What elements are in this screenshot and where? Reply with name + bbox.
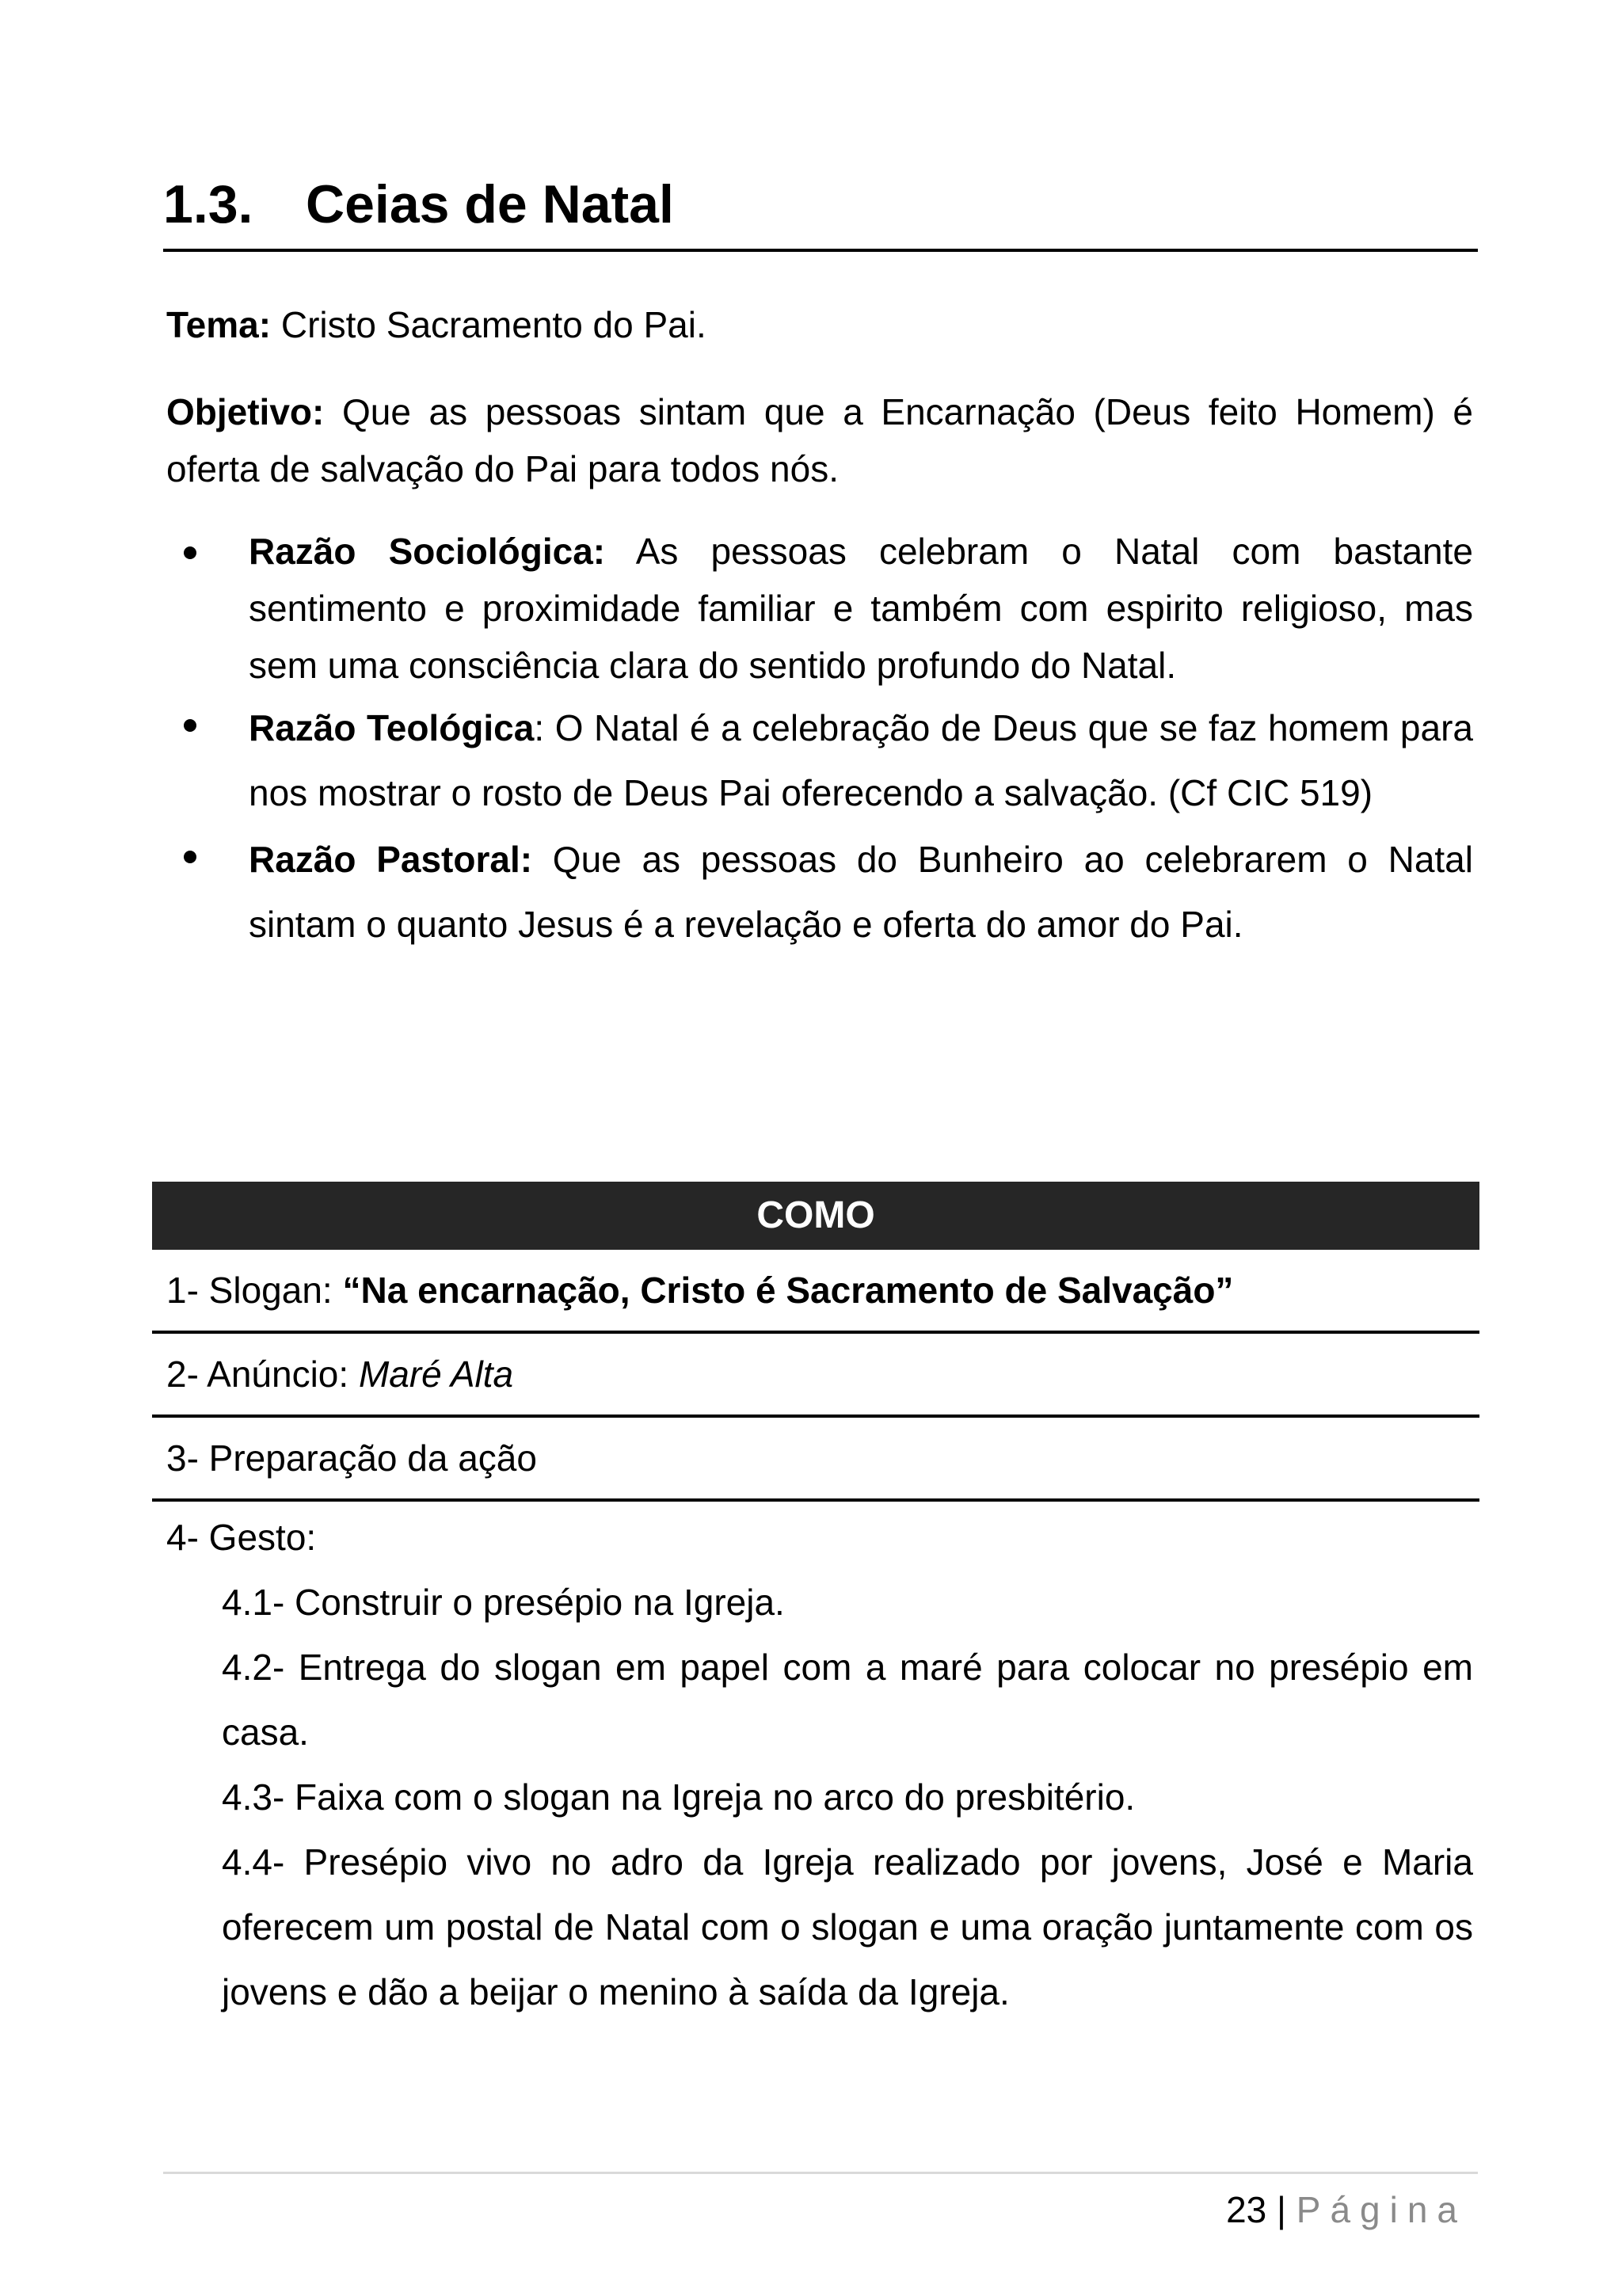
- razao-text: Que as pessoas do Bunheiro ao celebrarem o Natal sintam o quanto Jesus é a revelação e oferta do amor do Pai.: [249, 839, 1473, 945]
- footer-divider: [163, 2172, 1478, 2174]
- anuncio-text: Maré Alta: [358, 1354, 514, 1395]
- slogan-text: “Na encarnação, Cristo é Sacramento de Salvação”: [342, 1270, 1234, 1311]
- razao-text: As pessoas celebram o Natal com bastante sentimento e proximidade familiar e também com espirito religioso, mas sem uma consciência clara do sentido profundo do Natal.: [249, 531, 1474, 686]
- gesto-section: [166, 1505, 1473, 2024]
- footer-separator: |: [1266, 2189, 1296, 2230]
- razao-label: Razão Sociológica:: [249, 531, 606, 572]
- tema-paragraph: [166, 296, 1473, 353]
- gesto-label: 4- Gesto:: [166, 1517, 317, 1558]
- razao-text: : O Natal é a celebração de Deus que se faz homem para nos mostrar o rosto de Deus Pai oferecendo a salvação. (Cf CIC 519): [249, 707, 1473, 813]
- bullet-icon: [184, 851, 196, 863]
- como-header: COMO: [152, 1182, 1479, 1250]
- page-number: 23: [1226, 2189, 1267, 2230]
- razao-label: Razão Teológica: [249, 707, 535, 748]
- anuncio-row: [152, 1334, 1479, 1418]
- objetivo-label: Objetivo:: [166, 391, 325, 432]
- page-footer: [1226, 2178, 1467, 2241]
- page-word: Página: [1296, 2189, 1467, 2230]
- preparacao-text: 3- Preparação da ação: [166, 1437, 537, 1479]
- list-item: [166, 523, 1473, 694]
- razao-label: Razão Pastoral:: [249, 839, 533, 880]
- gesto-item: 4.3- Faixa com o slogan na Igreja no arco do presbitério.: [222, 1776, 1136, 1818]
- section-title: Ceias de Natal: [306, 174, 674, 234]
- razoes-list: [166, 523, 1473, 958]
- bullet-icon: [184, 546, 196, 559]
- section-number: 1.3.: [163, 174, 253, 234]
- section-heading: [163, 166, 1478, 252]
- preparacao-row: [152, 1418, 1479, 1502]
- slogan-row: [152, 1250, 1479, 1334]
- gesto-item: 4.1- Construir o presépio na Igreja.: [222, 1582, 785, 1623]
- bullet-icon: [184, 719, 196, 732]
- gesto-item: 4.2- Entrega do slogan em papel com a maré para colocar no presépio em casa.: [222, 1647, 1473, 1753]
- como-table: [152, 1182, 1479, 1502]
- tema-label: Tema:: [166, 304, 272, 345]
- tema-text: Cristo Sacramento do Pai.: [271, 304, 706, 345]
- slogan-prefix: 1- Slogan:: [166, 1270, 343, 1311]
- objetivo-paragraph: [166, 383, 1473, 497]
- anuncio-prefix: 2- Anúncio:: [166, 1354, 359, 1395]
- gesto-item: 4.4- Presépio vivo no adro da Igreja realizado por jovens, José e Maria oferecem um postal de Natal com o slogan e uma oração juntamente com os jovens e dão a beijar o menino à saída da Igreja.: [222, 1841, 1473, 2012]
- objetivo-text: Que as pessoas sintam que a Encarnação (Deus feito Homem) é oferta de salvação do Pai para todos nós.: [166, 391, 1473, 489]
- list-item: [166, 827, 1473, 957]
- list-item: [166, 695, 1473, 825]
